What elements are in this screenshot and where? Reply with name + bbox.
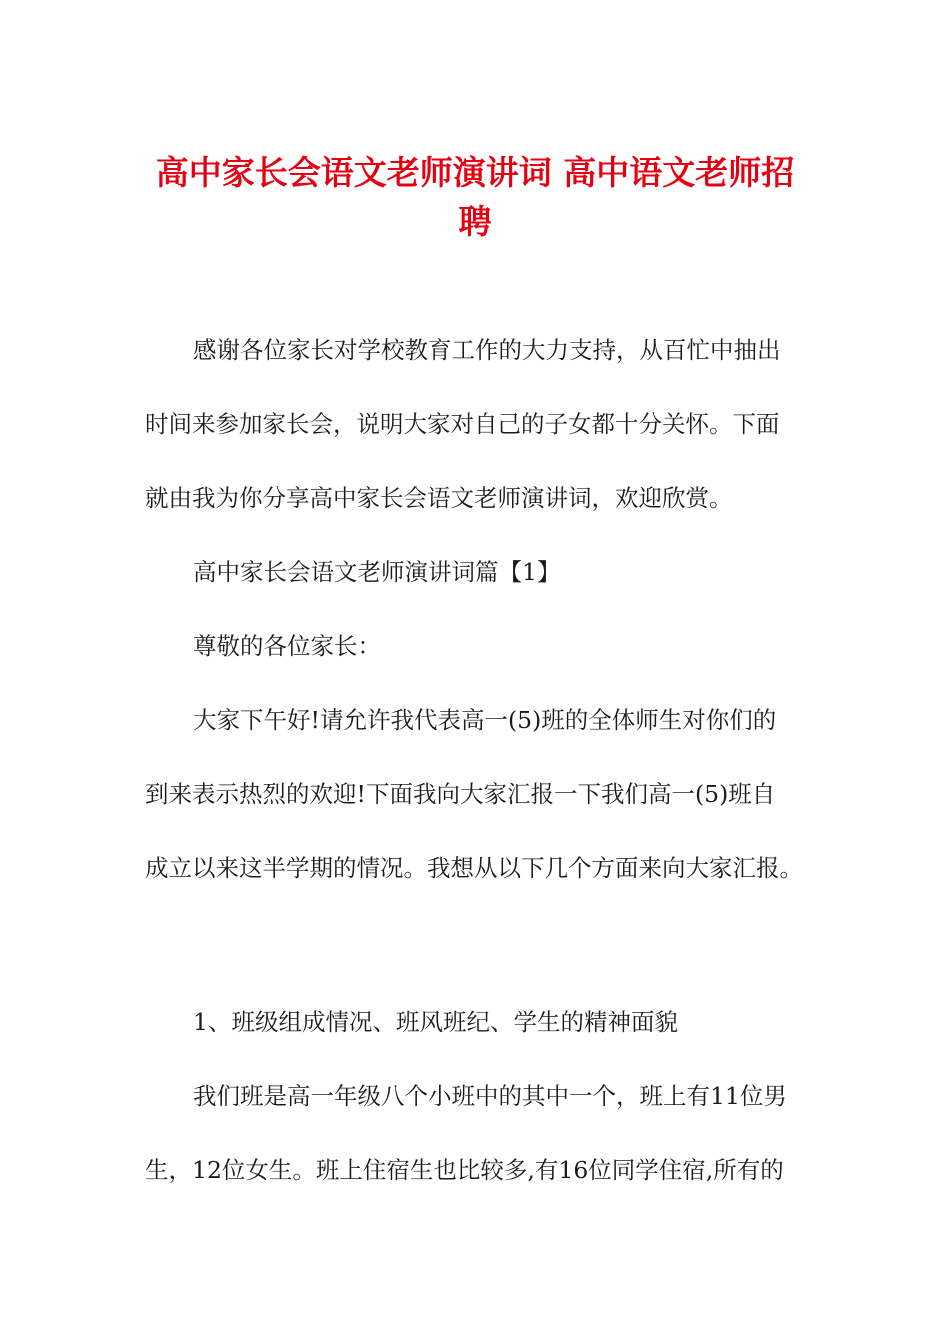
document-title-line-2: 聘 [458,202,492,241]
paragraph-line-3: 就由我为你分享高中家长会语文老师演讲词，欢迎欣赏。 [145,484,733,512]
document-title-line-1: 高中家长会语文老师演讲词 高中语文老师招 [155,153,795,192]
paragraph-line-8: 生，12位女生。班上住宿生也比较多,有16位同学住宿,所有的 [145,1156,784,1184]
paragraph-line-5: 到来表示热烈的欢迎!下面我向大家汇报一下我们高一(5)班自 [145,780,776,808]
section-heading-1: 高中家长会语文老师演讲词篇【1】 [193,558,561,586]
paragraph-line-7: 我们班是高一年级八个小班中的其中一个，班上有11位男 [193,1082,787,1110]
salutation: 尊敬的各位家长： [193,632,381,660]
paragraph-line-2: 时间来参加家长会，说明大家对自己的子女都十分关怀。下面 [145,410,780,438]
subsection-heading-1: 1、班级组成情况、班风班纪、学生的精神面貌 [193,1008,678,1036]
paragraph-line-6: 成立以来这半学期的情况。我想从以下几个方面来向大家汇报。 [145,854,803,882]
paragraph-line-1: 感谢各位家长对学校教育工作的大力支持，从百忙中抽出 [193,336,781,364]
paragraph-line-4: 大家下午好!请允许我代表高一(5)班的全体师生对你们的 [193,706,777,734]
